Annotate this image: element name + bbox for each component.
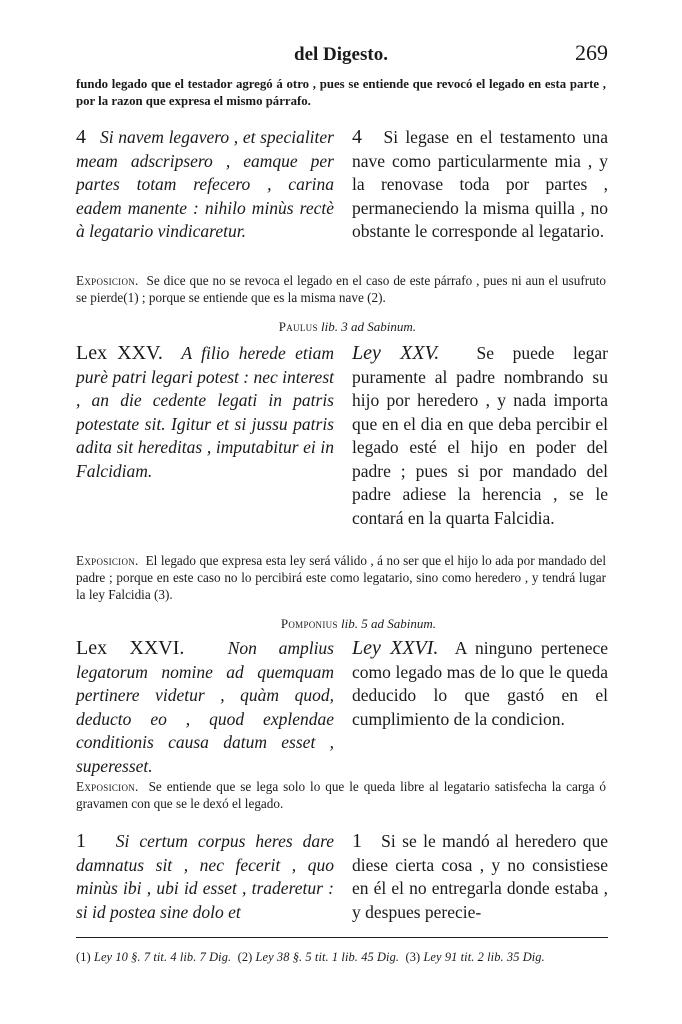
page-number: 269	[575, 40, 608, 65]
latin-paragraph-4	[76, 126, 334, 244]
latin-paragraph-4-number: 4	[76, 126, 86, 148]
exposicion-1-text: Se dice que no se revoca el legado en el caso de este párrafo , pues ni aun el usufruto se pierde(1) ; porque se entiende que es la misma nave (2).	[76, 273, 607, 305]
exposicion-3-label: Exposicion.	[76, 779, 139, 794]
exposicion-1	[76, 272, 606, 306]
latin-paragraph-1-text: Si certum corpus heres dare damnatus sit , nec fecerit , quo minùs ibi , ubi id esset , traderetur : si id postea sine dolo et	[76, 831, 335, 922]
exposicion-3	[76, 778, 606, 812]
source-citation-2	[76, 616, 606, 632]
footnote-3-text: Ley 91 tit. 2 lib. 35 Dig.	[423, 950, 545, 964]
lex-26-latin-text: Non amplius legatorum nomine ad quemquam pertinere videtur , quàm quod, deducto eo , quod explendae conditionis causa datum esset , superesset.	[76, 638, 334, 776]
spanish-paragraph-1	[352, 830, 608, 924]
footnote-2-marker: (2)	[237, 950, 253, 964]
spanish-paragraph-4	[352, 126, 608, 244]
footnote-3-marker: (3)	[405, 950, 421, 964]
latin-paragraph-4-text: Si navem legavero , et specialiter meam adscripsero , eamque per partes totam refecero , carina eadem manente : nihilo minùs rectè à legatario vindicaretur.	[76, 127, 334, 241]
source-2-author: Pomponius	[280, 616, 338, 631]
footnote-rule	[76, 937, 608, 938]
lex-26-spanish	[352, 637, 608, 731]
exposicion-1-label: Exposicion.	[76, 273, 139, 288]
lex-25-spanish-heading: Ley XXV.	[352, 342, 440, 364]
lex-25-spanish-text: Se puede legar puramente al padre nombrando su hijo por heredero , y nada importa que en el dia en que deba percibir el legado esté el hijo en poder del padre ; pues si por mandado del padre adiese la herencia , se le contará en la quarta Falcidia.	[352, 343, 609, 528]
exposicion-2-label: Exposicion.	[76, 553, 139, 568]
spanish-paragraph-1-number: 1	[352, 830, 362, 852]
latin-paragraph-1-number: 1	[76, 830, 86, 852]
footnotes	[76, 950, 610, 965]
lex-26-spanish-text: A ninguno pertenece como legado mas de lo que le queda deducido lo que gastó en el cumplimiento de la condicion.	[352, 638, 609, 729]
running-title: del Digesto.	[294, 44, 388, 65]
footnote-1-text: Ley 10 §. 7 tit. 4 lib. 7 Dig.	[93, 950, 232, 964]
spanish-paragraph-4-text: Si legase en el testamento una nave como particularmente mia , y la renovase toda por partes , permaneciendo la misma quilla , no obstante le corresponde al legatario.	[352, 127, 608, 241]
exposicion-2-text: El legado que expresa esta ley será válido , á no ser que el hijo lo ada por mandado del padre ; porque en este caso no lo percibirá este como legatario, sino como heredero , y tendrá lugar la ley Falcidia (3).	[76, 553, 606, 602]
lex-25-latin-heading: Lex XXV.	[76, 342, 163, 364]
lex-25-spanish	[352, 342, 608, 530]
source-1-ref: lib. 3 ad Sabinum.	[321, 319, 416, 334]
source-citation-1	[76, 319, 606, 335]
source-2-ref: lib. 5 ad Sabinum.	[341, 616, 436, 631]
exposicion-3-text: Se entiende que se lega solo lo que le queda libre al legatario satisfecha la carga ó gravamen con que se le dexó el legado.	[76, 779, 607, 811]
lex-26-latin	[76, 637, 334, 778]
latin-paragraph-1	[76, 830, 334, 924]
footnote-2-text: Ley 38 §. 5 tit. 1 lib. 45 Dig.	[255, 950, 400, 964]
footnote-1-marker: (1)	[76, 950, 91, 964]
spanish-paragraph-1-text: Si se le mandó al heredero que diese cierta cosa , y no consistiese en él el no entregarla donde estaba , y despues perecie-	[352, 831, 608, 922]
lex-25-latin-text: A filio herede etiam purè patri legari potest : nec interest , an die cedente legati in patris potestate sit. Igitur et si jussu patris adita sit hereditas , imputabitur ei in Falcidiam.	[76, 343, 334, 481]
spanish-paragraph-4-number: 4	[352, 126, 362, 148]
lex-26-spanish-heading: Ley XXVI.	[352, 637, 439, 659]
lex-26-latin-heading: Lex XXVI.	[76, 637, 185, 659]
lex-25-latin	[76, 342, 334, 483]
source-1-author: Paulus	[278, 319, 318, 334]
exposicion-2	[76, 552, 606, 603]
intro-note: fundo legado que el testador agregó á otro , pues se entiende que revocó el legado en esta parte , por la razon que expresa el mismo párrafo.	[76, 77, 606, 108]
